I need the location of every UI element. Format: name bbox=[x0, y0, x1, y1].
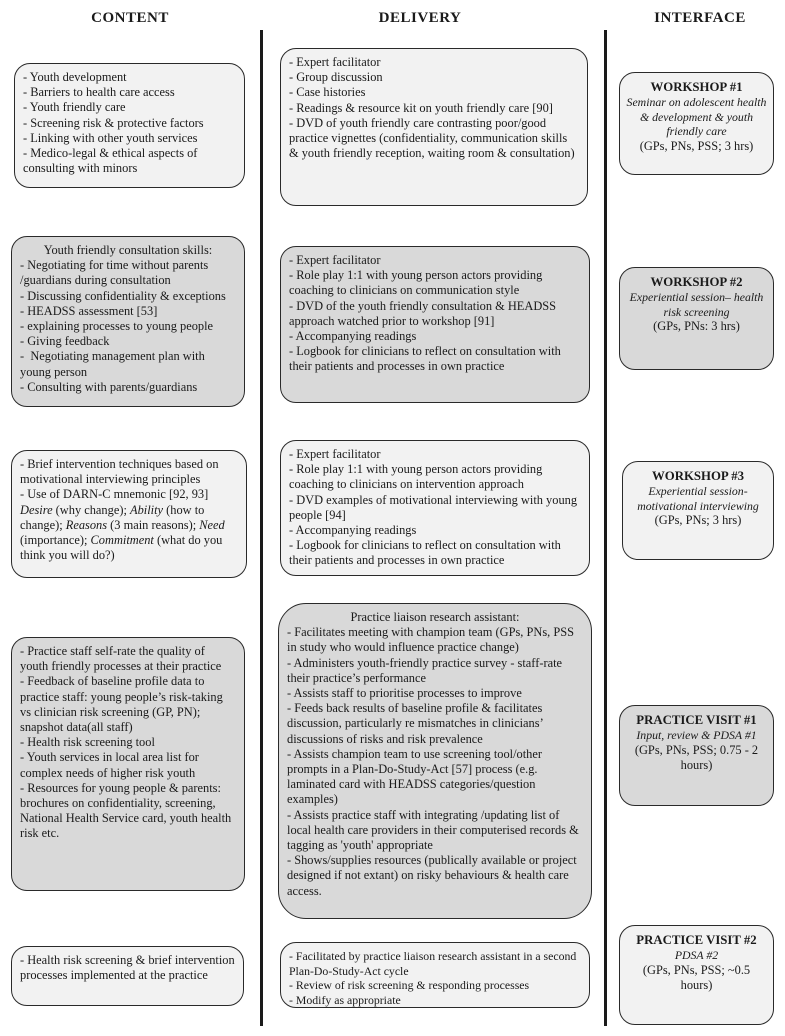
delivery-item: - Facilitates meeting with champion team (GPs, PNs, PSS in study who would influence practice change) bbox=[287, 625, 578, 655]
delivery-item: - DVD of the youth friendly consultation & HEADSS approach watched prior to workshop [91] bbox=[289, 298, 560, 328]
delivery-item: - Case histories bbox=[289, 85, 366, 100]
delivery-item: - Assists staff to prioritise processes to improve bbox=[287, 686, 522, 701]
interface-subtitle: Input, review & PDSA #1 bbox=[636, 728, 757, 742]
delivery-item: - Readings & resource kit on youth friendly care [90] bbox=[289, 100, 553, 115]
content-box-3 bbox=[11, 450, 247, 578]
content-item: - Giving feedback bbox=[20, 334, 110, 349]
interface-column-header: INTERFACE bbox=[654, 10, 746, 26]
interface-title: WORKSHOP #3 bbox=[651, 469, 745, 483]
interface-participants: (GPs, PNs: 3 hrs) bbox=[653, 319, 740, 333]
content-item: - Youth services in local area list for complex needs of higher risk youth bbox=[20, 750, 203, 780]
content-box-2 bbox=[11, 236, 245, 407]
interface-subtitle: PDSA #2 bbox=[674, 948, 719, 962]
content-item: - Health risk screening & brief intervention processes implemented at the practice bbox=[20, 953, 238, 983]
interface-title: WORKSHOP #2 bbox=[650, 275, 743, 289]
interface-title: WORKSHOP #1 bbox=[650, 80, 743, 94]
darn-c-description bbox=[20, 503, 238, 564]
column-divider-left bbox=[260, 30, 263, 1026]
delivery-item: - Expert facilitator bbox=[289, 253, 381, 267]
darn-term: Reasons bbox=[65, 517, 108, 532]
delivery-item: - Role play 1:1 with young person actors providing coaching to clinicians on communication style bbox=[289, 268, 546, 298]
delivery-item: - Group discussion bbox=[289, 70, 383, 85]
content-item: - Health risk screening tool bbox=[20, 735, 155, 750]
delivery-item: - Logbook for clinicians to reflect on consultation with their patients and processes in own practice bbox=[289, 538, 564, 568]
interface-subtitle: Experiential session- motivational interviewing bbox=[637, 484, 759, 513]
content-item: - Linking with other youth services bbox=[23, 130, 198, 145]
delivery-item: - Shows/supplies resources (publically available or project designed if not extant) on risky behaviours & health care access. bbox=[287, 853, 580, 898]
interface-box-practice-visit-1 bbox=[619, 705, 774, 806]
delivery-item: - Facilitated by practice liaison research assistant in a second Plan-Do-Study-Act cycle bbox=[289, 949, 580, 978]
interface-participants: (GPs, PNs, PSS; ~0.5 hours) bbox=[642, 962, 751, 992]
interface-box-workshop-1 bbox=[619, 72, 774, 175]
darn-term: Desire bbox=[20, 502, 53, 517]
content-item: - Feedback of baseline profile data to practice staff: young people’s risk-taking vs clinician risk screening (GP, PN); snapshot data(all staff) bbox=[20, 674, 226, 735]
delivery-box-1 bbox=[280, 48, 588, 206]
delivery-item: - Review of risk screening & responding processes bbox=[289, 978, 530, 992]
interface-participants: (GPs, PNs, PSS; 3 hrs) bbox=[639, 138, 754, 153]
delivery-item: - Assists practice staff with integrating /updating list of local health care providers in their computerised records & tagging as 'youth' appropriate bbox=[287, 807, 582, 853]
delivery-item: - Logbook for clinicians to reflect on consultation with their patients and processes in own practice bbox=[289, 344, 564, 374]
interface-box-workshop-2 bbox=[619, 267, 774, 370]
delivery-item: - Modify as appropriate bbox=[289, 992, 401, 1007]
darn-desc: (3 main reasons); bbox=[107, 517, 200, 532]
content-box-5 bbox=[11, 946, 244, 1006]
content-item: - Medico-legal & ethical aspects of consulting with minors bbox=[23, 146, 201, 176]
content-item: - explaining processes to young people bbox=[20, 319, 214, 334]
interface-box-workshop-3 bbox=[622, 461, 774, 560]
delivery-item: - Accompanying readings bbox=[289, 523, 417, 538]
content-heading: Youth friendly consultation skills: bbox=[43, 243, 213, 257]
content-item: - Barriers to health care access bbox=[23, 85, 175, 100]
delivery-item: - DVD of youth friendly care contrasting poor/good practice vignettes (confidentiality, communication skills & youth friendly reception, waiting room & consultation) bbox=[289, 115, 575, 161]
content-item: - Youth development bbox=[23, 70, 127, 84]
delivery-item: - DVD examples of motivational interviewing with young people [94] bbox=[289, 492, 581, 522]
content-item: - Consulting with parents/guardians bbox=[20, 379, 198, 394]
content-item: - Negotiating for time without parents /guardians during consultation bbox=[20, 258, 212, 288]
interface-title: PRACTICE VISIT #2 bbox=[636, 933, 757, 947]
interface-box-practice-visit-2 bbox=[619, 925, 774, 1025]
delivery-item: - Assists champion team to use screening tool/other prompts in a Plan-Do-Study-Act [57] process (e.g. laminated card with HEADSS categories/question examples) bbox=[287, 746, 546, 807]
interface-subtitle: Experiential session– health risk screening bbox=[629, 290, 764, 319]
delivery-item: - Accompanying readings bbox=[289, 329, 417, 344]
delivery-box-4 bbox=[278, 603, 592, 919]
content-item: - Brief intervention techniques based on motivational interviewing principles bbox=[20, 457, 222, 487]
delivery-box-5 bbox=[280, 942, 590, 1008]
delivery-column-header: DELIVERY bbox=[378, 10, 462, 26]
content-item: - Screening risk & protective factors bbox=[23, 115, 204, 130]
content-item: - Resources for young people & parents: brochures on confidentiality, screening, National Health Service card, youth health risk etc. bbox=[20, 780, 235, 841]
delivery-item: - Feeds back results of baseline profile & facilitates discussion, particularly re mismatches in clinicians’ discussions of risks and risk prevalence bbox=[287, 701, 546, 746]
delivery-box-3 bbox=[280, 440, 590, 576]
delivery-item: - Expert facilitator bbox=[289, 447, 381, 461]
content-item: - Use of DARN-C mnemonic [92, 93] bbox=[20, 487, 209, 502]
content-item: - Youth friendly care bbox=[23, 100, 126, 115]
content-item: - Practice staff self-rate the quality of youth friendly processes at their practice bbox=[20, 644, 222, 674]
delivery-item: - Role play 1:1 with young person actors providing coaching to clinicians on intervention approach bbox=[289, 462, 546, 492]
darn-term: Need bbox=[199, 517, 225, 532]
delivery-item: - Administers youth-friendly practice survey - staff-rate their practice’s performance bbox=[287, 655, 566, 685]
column-divider-right bbox=[604, 30, 607, 1026]
content-box-4 bbox=[11, 637, 245, 891]
delivery-item: - Expert facilitator bbox=[289, 55, 381, 69]
darn-desc: (what do you think you will do?) bbox=[20, 533, 226, 563]
interface-title: PRACTICE VISIT #1 bbox=[636, 713, 757, 727]
darn-desc: (importance); bbox=[20, 517, 228, 548]
darn-term: Ability bbox=[130, 502, 164, 517]
delivery-box-2 bbox=[280, 246, 590, 403]
content-item: - Negotiating management plan with young person bbox=[20, 349, 208, 379]
content-box-1 bbox=[14, 63, 245, 188]
interface-participants: (GPs, PNs, PSS; 0.75 - 2 hours) bbox=[634, 742, 759, 772]
delivery-heading: Practice liaison research assistant: bbox=[350, 610, 520, 624]
interface-subtitle: Seminar on adolescent health & development & youth friendly care bbox=[626, 95, 767, 138]
darn-desc: (how to change); bbox=[20, 502, 208, 532]
content-item: - HEADSS assessment [53] bbox=[20, 303, 158, 318]
interface-participants: (GPs, PNs; 3 hrs) bbox=[654, 513, 742, 527]
darn-term: Commitment bbox=[90, 533, 154, 548]
content-column-header: CONTENT bbox=[91, 10, 169, 26]
content-item: - Discussing confidentiality & exceptions bbox=[20, 288, 226, 303]
darn-desc: (why change); bbox=[52, 502, 130, 517]
